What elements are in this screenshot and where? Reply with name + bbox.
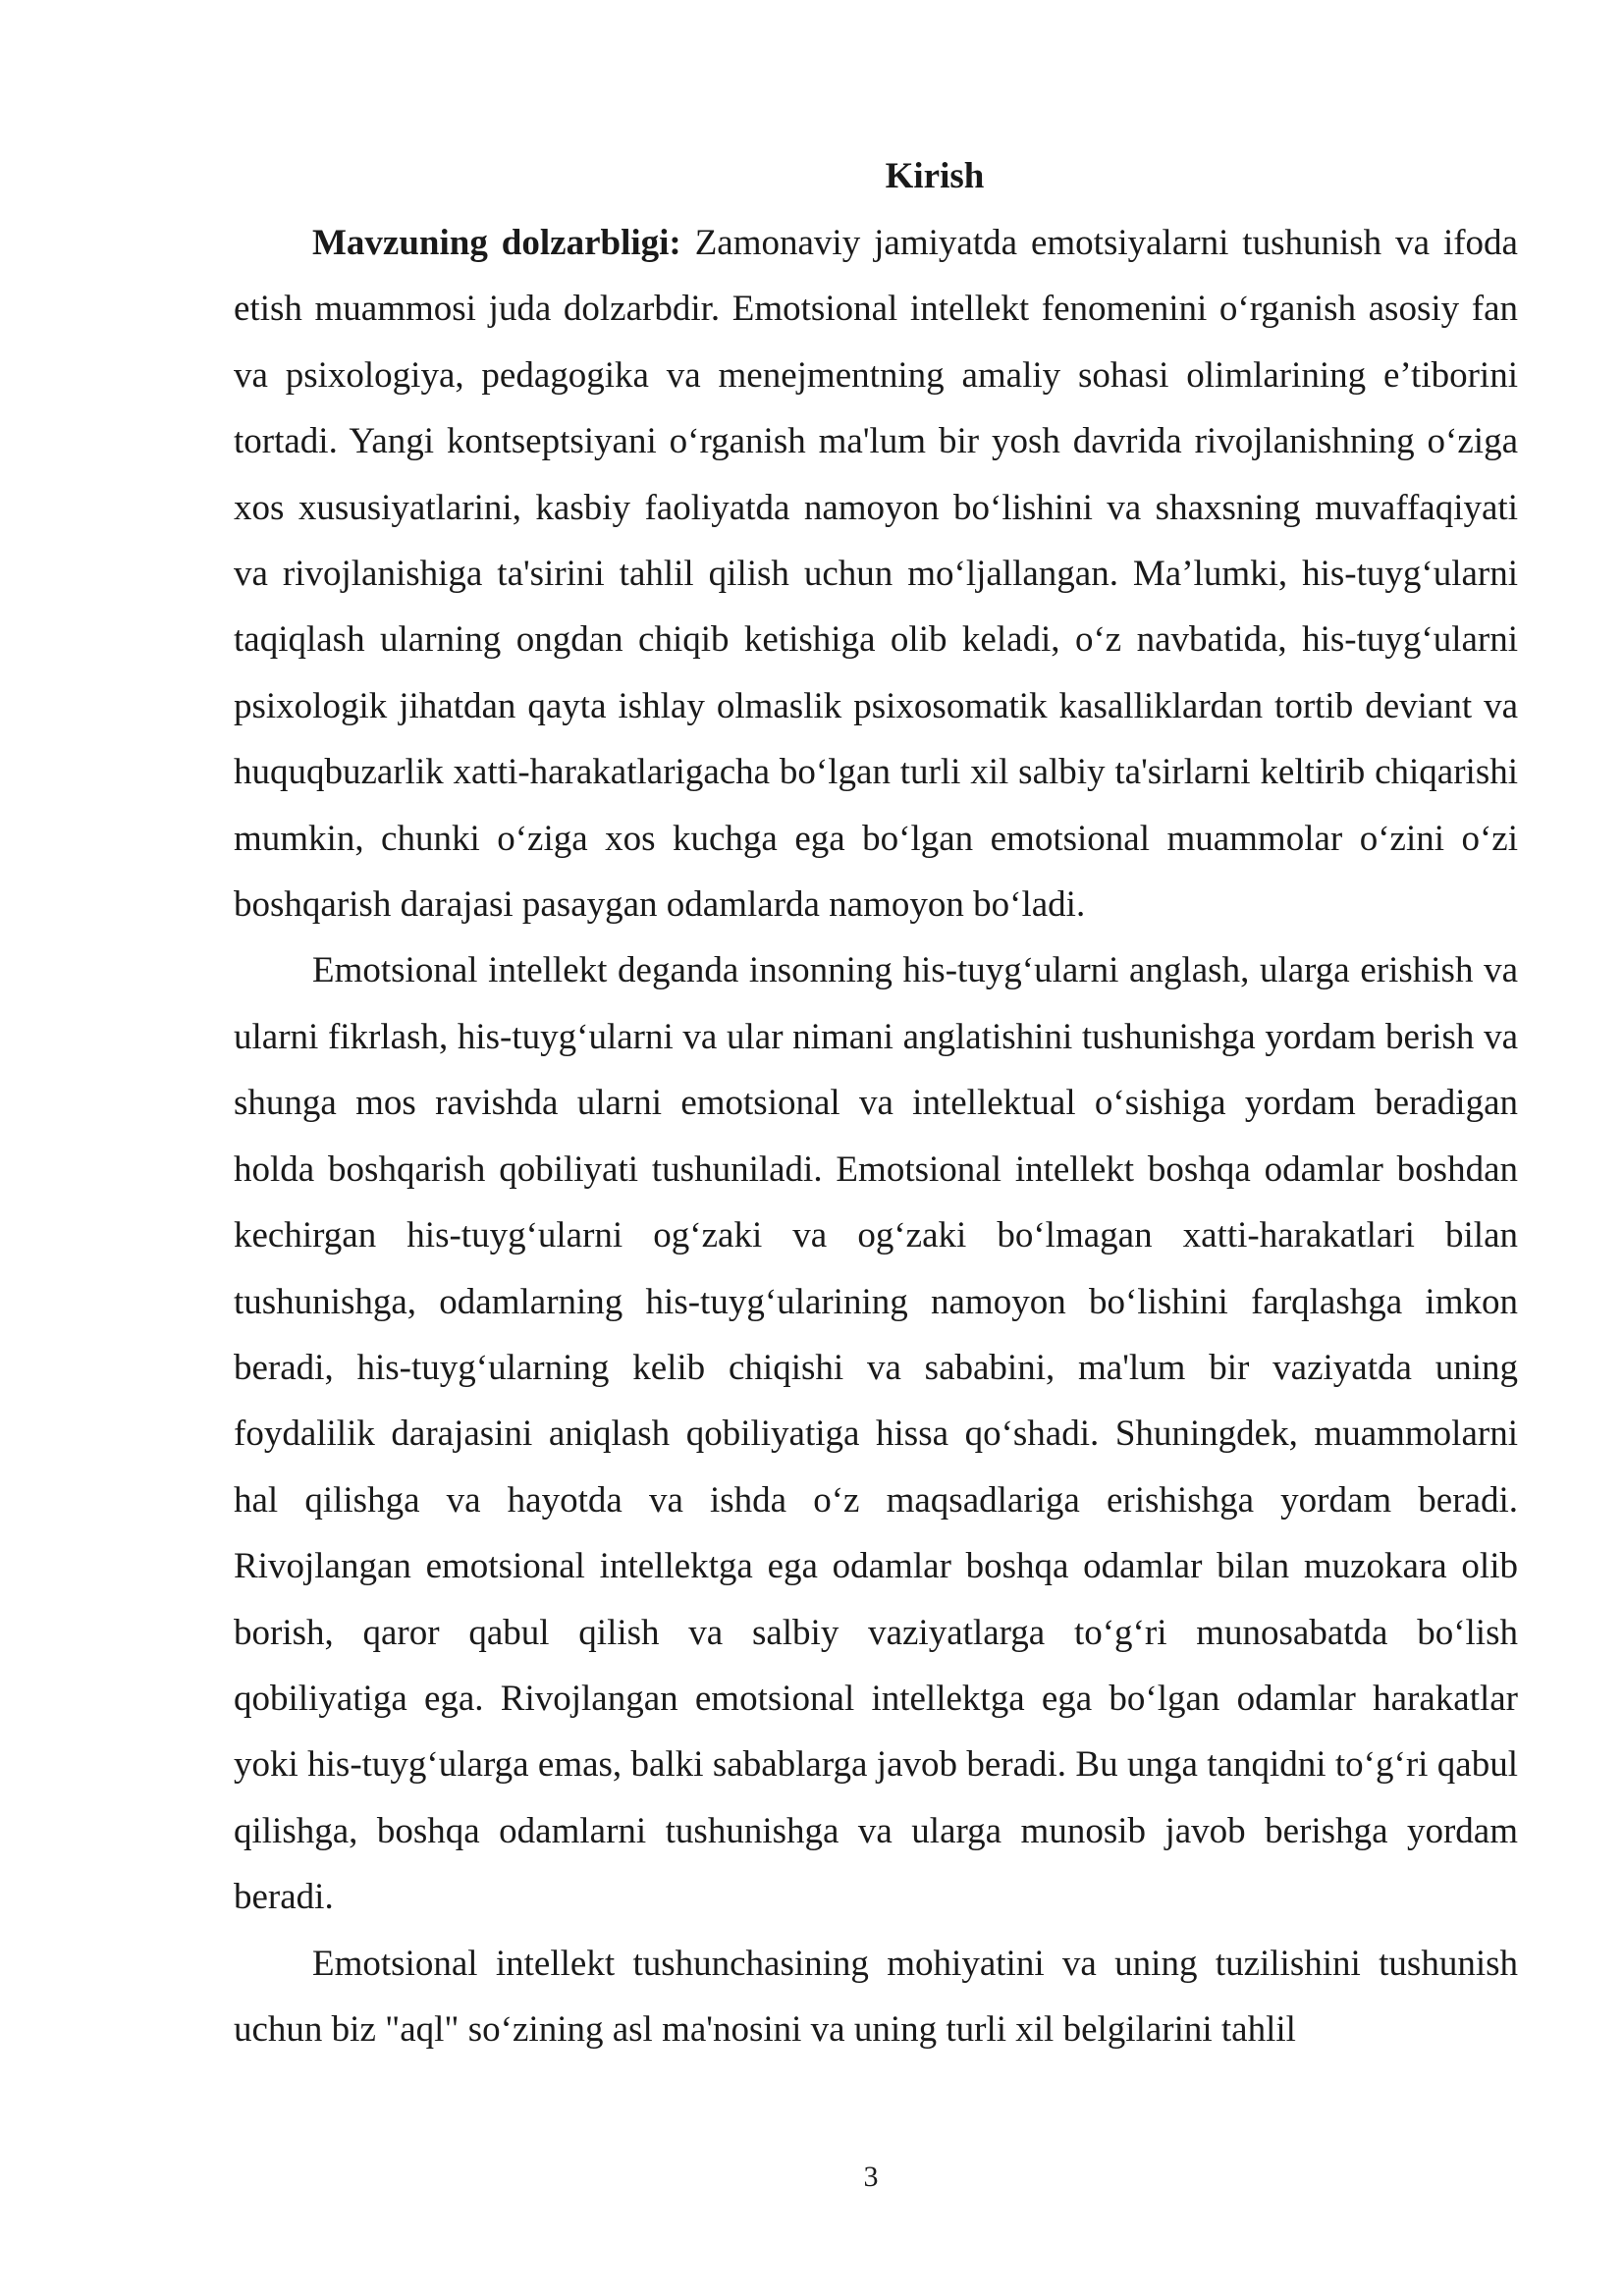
page-content: [234, 151, 1518, 2062]
paragraph-text: Emotsional intellekt tushunchasining mohiyatini va uning tuzilishini tushunish uchun biz "aql" so‘zining asl ma'nosini va uning turli xil belgilarini tahlil: [234, 1943, 1518, 2050]
paragraph-text: Emotsional intellekt deganda insonning his-tuyg‘ularni anglash, ularga erishish va ularni fikrlash, his-tuyg‘ularni va ular nimani anglatishini tushunishga yordam berish va shunga mos ravishda ularni emotsional va intellektual o‘sishiga yordam beradigan holda boshqarish qobiliyati tushuniladi. Emotsional intellekt boshqa odamlar boshdan kechirgan his-tuyg‘ularni og‘zaki va og‘zaki bo‘lmagan xatti-harakatlari bilan tushunishga, odamlarning his-tuyg‘ularining namoyon bo‘lishini farqlashga imkon beradi, his-tuyg‘ularning kelib chiqishi va sababini, ma'lum bir vaziyatda uning foydalilik darajasini aniqlash qobiliyatiga hissa qo‘shadi. Shuningdek, muammolarni hal qilishga va hayotda va ishda o‘z maqsadlariga erishishga yordam beradi. Rivojlangan emotsional intellektga ega odamlar boshqa odamlar bilan muzokara olib borish, qaror qabul qilish va salbiy vaziyatlarga to‘g‘ri munosabatda bo‘lish qobiliyatiga ega. Rivojlangan emotsional intellektga ega bo‘lgan odamlar harakatlar yoki his-tuyg‘ularga emas, balki sabablarga javob beradi. Bu unga tanqidni to‘g‘ri qabul qilishga, boshqa odamlarni tushunishga va ularga munosib javob berishga yordam beradi.: [234, 950, 1518, 1918]
paragraph-definition: [234, 937, 1518, 1930]
paragraph-text: Zamonaviy jamiyatda emotsiyalarni tushunish va ifoda etish muammosi juda dolzarbdir. Emotsional intellekt fenomenini o‘rganish asosiy fan va psixologiya, pedagogika va menejmentning amaliy sohasi olimlarining e’tiborini tortadi. Yangi kontseptsiyani o‘rganish ma'lum bir yosh davrida rivojlanishning o‘ziga xos xususiyatlarini, kasbiy faoliyatda namoyon bo‘lishini va shaxsning muvaffaqiyati va rivojlanishiga ta'sirini tahlil qilish uchun mo‘ljallangan. Ma’lumki, his-tuyg‘ularni taqiqlash ularning ongdan chiqib ketishiga olib keladi, o‘z navbatida, his-tuyg‘ularni psixologik jihatdan qayta ishlay olmaslik psixosomatik kasalliklardan tortib deviant va huquqbuzarlik xatti-harakatlarigacha bo‘lgan turli xil salbiy ta'sirlarni keltirib chiqarishi mumkin, chunki o‘ziga xos kuchga ega bo‘lgan emotsional muammolar o‘zini o‘zi boshqarish darajasi pasaygan odamlarda namoyon bo‘ladi.: [234, 223, 1518, 926]
paragraph-relevance: [234, 210, 1518, 937]
paragraph-concept: [234, 1931, 1518, 2063]
section-heading: Kirish: [885, 156, 985, 196]
paragraph-lead: Mavzuning dolzarbligi:: [312, 223, 681, 263]
page-number: 3: [863, 2161, 879, 2193]
